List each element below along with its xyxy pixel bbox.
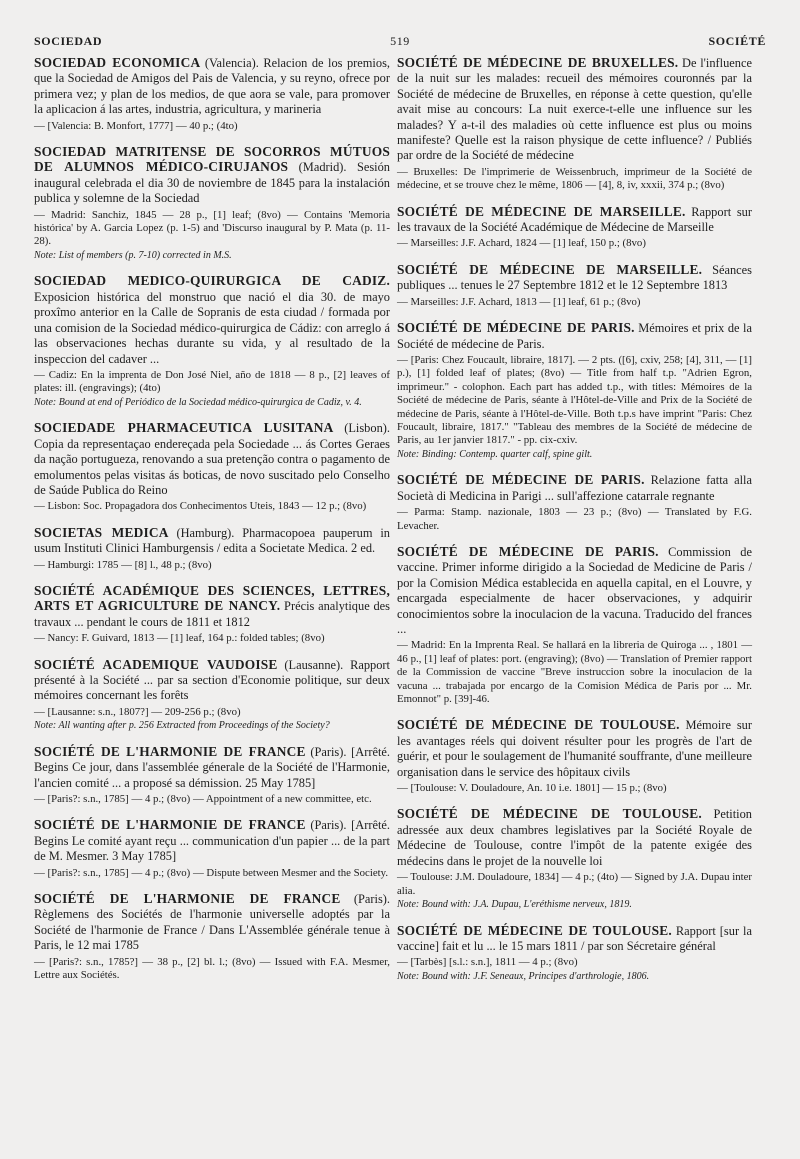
entry-description: Rapport [sur la vaccine] fait et lu ... le 15 mars 1811 / par son Sécretaire général [397, 923, 752, 953]
entry-imprint: — Parma: Stamp. nazionale, 1803 — 23 p.; (8vo) — Translated by F.G. Levacher. [397, 506, 752, 532]
entry-title: SOCIEDAD MATRITENSE DE SOCORROS MÚTUOS DE ALUMNOS MÉDICO-CIRUJANOS [34, 144, 390, 175]
entry-heading [34, 274, 390, 366]
entry-title: SOCIEDAD MEDICO-QUIRURGICA DE CADIZ. [34, 273, 390, 289]
entry-note: Note: Bound at end of Periódico de la Sociedad médico-quirurgica de Cadiz, v. 4. [34, 396, 362, 408]
entry-heading [397, 473, 752, 504]
catalogue-entry [397, 718, 752, 795]
entry-title: SOCIÉTÉ DE MÉDECINE DE MARSEILLE. [397, 203, 686, 219]
entry-title: SOCIÉTÉ DE L'HARMONIE DE FRANCE [34, 743, 306, 759]
catalogue-entry [34, 892, 390, 982]
entry-note: Note: Binding: Contemp. quarter calf, spine gilt. [397, 448, 593, 460]
catalogue-entry [34, 658, 390, 733]
entry-heading [34, 56, 390, 118]
entry-description: (Valencia). Relacion de los premios, que la Sociedad de Amigos del Pais de Valencia, y su reyno, ofrece por primera vez; y plan de los medios, de que aora se vale, para promover la aplicacion á las artes, industria, agricultura, y marineria [34, 56, 390, 117]
entry-heading [34, 818, 390, 864]
header-right-word: SOCIÉTÉ [708, 34, 766, 48]
entry-description: Relazione fatta alla Società di Medicina in Parigi ... sull'affezione catarrale regnante [397, 473, 752, 503]
entry-description: Mémoires et prix de la Société de médecine de Paris. [397, 321, 752, 351]
entry-description: (Paris). [Arrêté. Begins Le comité ayant reçu ... communication d'un papier ... de la part de M. Mesmer. 3 May 1785] [34, 818, 390, 864]
entry-imprint: — [Lausanne: s.n., 1807?] — 209-256 p.; (8vo) [34, 705, 241, 718]
entry-imprint: — Lisbon: Soc. Propagadora dos Conhecimentos Uteis, 1843 — 12 p.; (8vo) [34, 500, 367, 513]
entry-heading [34, 526, 390, 557]
entry-title: SOCIÉTÉ DE MÉDECINE DE TOULOUSE. [397, 806, 702, 822]
page-number: 519 [390, 34, 410, 48]
entry-imprint: — [Paris?: s.n., 1785] — 4 p.; (8vo) — Appointment of a new committee, etc. [34, 793, 372, 806]
entry-imprint: — Marseilles: J.F. Achard, 1813 — [1] leaf, 61 p.; (8vo) [397, 295, 641, 308]
entry-title: SOCIÉTÉ ACADÉMIQUE DES SCIENCES, LETTRES, ARTS ET AGRICULTURE DE NANCY. [34, 582, 390, 614]
entry-description: Petition adressée aux deux chambres legislatives par la Société Royale de Médecine de Toulouse, contre l'impôt de la patente exigée des médecins dans le projet de la nouvelle loi [397, 807, 752, 868]
entry-title: SOCIÉTÉ DE MÉDECINE DE TOULOUSE. [397, 717, 680, 733]
catalogue-entry [397, 205, 752, 251]
entry-title: SOCIÉTÉ DE MÉDECINE DE PARIS. [397, 472, 645, 488]
entry-heading [34, 658, 390, 704]
entry-heading [34, 584, 390, 630]
entry-description: (Paris). Règlemens des Sociétés de l'harmonie universelle adoptés par la Société de l'harmonie de France / Dans L'Assemblée générale tenue à Paris, le 12 mai 1785 [34, 892, 390, 953]
entry-imprint: — Toulouse: J.M. Douladoure, 1834] — 4 p.; (4to) — Signed by J.A. Dupau inter alia. [397, 871, 752, 897]
entry-description: (Lausanne). Rapport présenté à la Société ... par sa section d'Economie politique, sur deux mémoires concernant les forêts [34, 657, 391, 703]
entry-title: SOCIÉTÉ DE MÉDECINE DE PARIS. [397, 320, 635, 336]
entry-note: Note: Bound with: J.F. Seneaux, Principes d'arthrologie, 1806. [397, 970, 650, 982]
entry-imprint: — Hamburgi: 1785 — [8] l., 48 p.; (8vo) [34, 558, 212, 571]
entry-description: Mémoire sur les avantages réels qui doivent résulter pour les progrès de l'art de guérir, et pour le soulagement de l'humanité souffrante, d'une meilleure organisation dans le service des hôpitaux civils [397, 718, 752, 779]
entry-description: Précis analytique des travaux ... pendant le cours de 1811 et 1812 [34, 599, 390, 629]
header-left-word: SOCIEDAD [34, 34, 103, 48]
entry-heading [397, 56, 752, 164]
entry-description: (Madrid). Sesión inaugural celebrada el dia 30 de noviembre de 1845 para la instalación publica y solemne de la Sociedad [34, 160, 390, 206]
entry-imprint: — [Paris?: s.n., 1785] — 4 p.; (8vo) — Dispute between Mesmer and the Society. [34, 866, 389, 879]
entry-heading [34, 745, 390, 791]
entry-title: SOCIÉTÉ DE L'HARMONIE DE FRANCE [34, 817, 306, 833]
entry-heading [397, 205, 752, 236]
left-column [34, 56, 390, 995]
catalogue-entry [397, 807, 752, 911]
entry-heading [397, 924, 752, 955]
catalogue-entry [34, 745, 390, 807]
entry-title: SOCIEDADE PHARMACEUTICA LUSITANA [34, 420, 334, 436]
entry-title: SOCIÉTÉ DE MÉDECINE DE PARIS. [397, 543, 659, 559]
entry-imprint: — [Valencia: B. Monfort, 1777] — 40 p.; (4to) [34, 119, 238, 132]
entry-description: (Paris). [Arrêté. Begins Ce jour, dans l'assemblée génerale de la Société de l'Harmonie, l'ancien comité ... a proposé sa démission. 25 May 1785] [34, 744, 390, 790]
entry-heading [397, 321, 752, 352]
entry-heading [397, 545, 752, 637]
entry-description: Rapport sur les travaux de la Société Académique de Médecine de Marseille [397, 204, 752, 235]
entry-title: SOCIETAS MEDICA [34, 524, 169, 540]
entry-heading [397, 807, 752, 869]
entry-heading [397, 718, 752, 780]
entry-imprint: — [Paris?: s.n., 1785?] — 38 p., [2] bl. l.; (8vo) — Issued with F.A. Mesmer, Lettre aux Sociétés. [34, 955, 390, 982]
entry-heading [34, 145, 390, 207]
entry-title: SOCIÉTÉ DE MÉDECINE DE TOULOUSE. [397, 922, 672, 938]
entry-heading [397, 263, 752, 294]
entry-description: (Lisbon). Copia da representaçao endereçada pela Sociedade ... ás Cortes Geraes da nação portugueza, renovando a sua pretenção contra o pagamento de emolumentos pelas visitas ás boticas, de novo suscitado pelo Conselho de Saúde Publica do Reino [34, 421, 390, 497]
entry-heading [34, 421, 390, 498]
entry-description: De l'influence de la nuit sur les malades: recueil des mémoires couronnés par la Société de médecine de Bruxelles, en réponse à cette question, qu'elle avait mise au concours: La nuit exerce-t-elle une influence sur les malades? Y a-t-il des maladies où cette influence est plus ou moins manifeste? Quelle est la raison physique de cette influence? / Publiés par ordre de la Société de médecine [397, 56, 752, 163]
entry-imprint: — [Toulouse: V. Douladoure, An. 10 i.e. 1801] — 15 p.; (8vo) [397, 782, 667, 795]
catalogue-entry [34, 818, 390, 880]
entry-imprint: — Cadiz: En la imprenta de Don José Niel, año de 1818 — 8 p., [2] leaves of plates: ill. (engravings); (4to) [34, 368, 390, 395]
entry-description: Exposicion histórica del monstruo que nació el dia 30. de mayo proxîmo anterior en la Calle de Sopranis de esta ciudad / formada por una comision de la Sociedad médico-quirurgica de Cádiz: con arreglo á las observaciones hechas durante su vida, y al resultado de la inspeccion del cadaver ... [34, 289, 390, 366]
entry-title: SOCIÉTÉ DE L'HARMONIE DE FRANCE [34, 891, 341, 907]
catalogue-entry [34, 526, 390, 572]
entry-title: SOCIÉTÉ DE MÉDECINE DE MARSEILLE. [397, 261, 703, 277]
entry-title: SOCIÉTÉ ACADEMIQUE VAUDOISE [34, 656, 278, 672]
right-column [397, 56, 752, 995]
catalogue-entry [34, 584, 390, 646]
entry-description: Séances publiques ... tenues le 27 Septembre 1812 et le 12 Septembre 1813 [397, 262, 752, 293]
running-header [34, 34, 766, 50]
entry-imprint: — [Tarbès] [s.l.: s.n.], 1811 — 4 p.; (8vo) [397, 956, 578, 969]
catalogue-entry [397, 545, 752, 706]
entry-note: Note: All wanting after p. 256 Extracted from Proceedings of the Society? [34, 720, 330, 732]
entry-note: Note: Bound with: J.A. Dupau, L'eréthisme nerveux, 1819. [397, 898, 632, 910]
entry-heading [34, 892, 390, 954]
entry-imprint: — Madrid: En la Imprenta Real. Se hallará en la libreria de Quiroga ... , 1801 — 46 p., [1] leaf of plates: port. (engraving); (8vo) — Translation of Premier rapport de la Commission de vaccine "Breve instruccion sobre la inoculacion de la vacuna ... trabajada por encargo de la Comision Médica de Paris por ... Mr. Emonnot" p. [39]-46. [397, 639, 752, 706]
catalogue-entry [34, 145, 390, 262]
entry-imprint: — Madrid: Sanchiz, 1845 — 28 p., [1] leaf; (8vo) — Contains 'Memoria histórica' by A. Garcia Lopez (p. 1-5) and 'Discurso inaugural by P. Mata (p. 11-28). [34, 208, 390, 248]
entry-imprint: — Marseilles: J.F. Achard, 1824 — [1] leaf, 150 p.; (8vo) [397, 237, 646, 250]
entry-description: Commission de vaccine. Primer informe dirigido a la Sociedad de Medicine de Paris / por la Comision Médica establecida en aquella capital, en el Louvre, y encargada especialmente de hacer observaciones, y adquirir conocimientos sobre la inoculacion de la vacuna. Traducido del frances ... [397, 544, 752, 636]
entry-description: (Hamburg). Pharmacopoea pauperum in usum Instituti Clinici Hamburgensis / edita a Societate Medica. 2 ed. [34, 525, 390, 556]
entry-imprint: — Nancy: F. Guivard, 1813 — [1] leaf, 164 p.: folded tables; (8vo) [34, 632, 325, 645]
catalogue-entry [34, 56, 390, 133]
entry-imprint: — Bruxelles: De l'imprimerie de Weissenbruch, imprimeur de la Société de médecine, et se trouve chez le même, 1806 — [4], 8, iv, xxxii, 374 p.; (8vo) [397, 165, 752, 192]
entry-title: SOCIEDAD ECONOMICA [34, 55, 201, 70]
catalogue-entry [397, 924, 752, 984]
catalogue-entry [34, 421, 390, 513]
catalogue-entry [397, 321, 752, 461]
catalogue-entry [397, 473, 752, 533]
entry-title: SOCIÉTÉ DE MÉDECINE DE BRUXELLES. [397, 55, 679, 70]
catalogue-entry [397, 56, 752, 193]
catalogue-entry [397, 263, 752, 309]
entry-note: Note: List of members (p. 7-10) corrected in M.S. [34, 249, 232, 261]
entry-imprint: — [Paris: Chez Foucault, libraire, 1817]. — 2 pts. ([6], cxiv, 258; [4], 311, — [1] p.), [1] folded leaf of plates; (8vo) — Title from half t.p. "Adrien Egron, imprimeur." - colophon. Each part has added t.p., with titles: Mémoires de la Société de médecine de Paris, séante à l'Hôtel-de-Ville and Prix de la Société de médecine de Paris, séante à l'Hôtel-de-Ville. Both t.p.s have imprint "Paris: Chez Foucault, libraire, 1817." "Tableau des membres de la Société de médecine de Paris, au 1er janvier 1817." - pp. cix-cxiv. [397, 353, 752, 447]
catalogue-entry [34, 274, 390, 409]
